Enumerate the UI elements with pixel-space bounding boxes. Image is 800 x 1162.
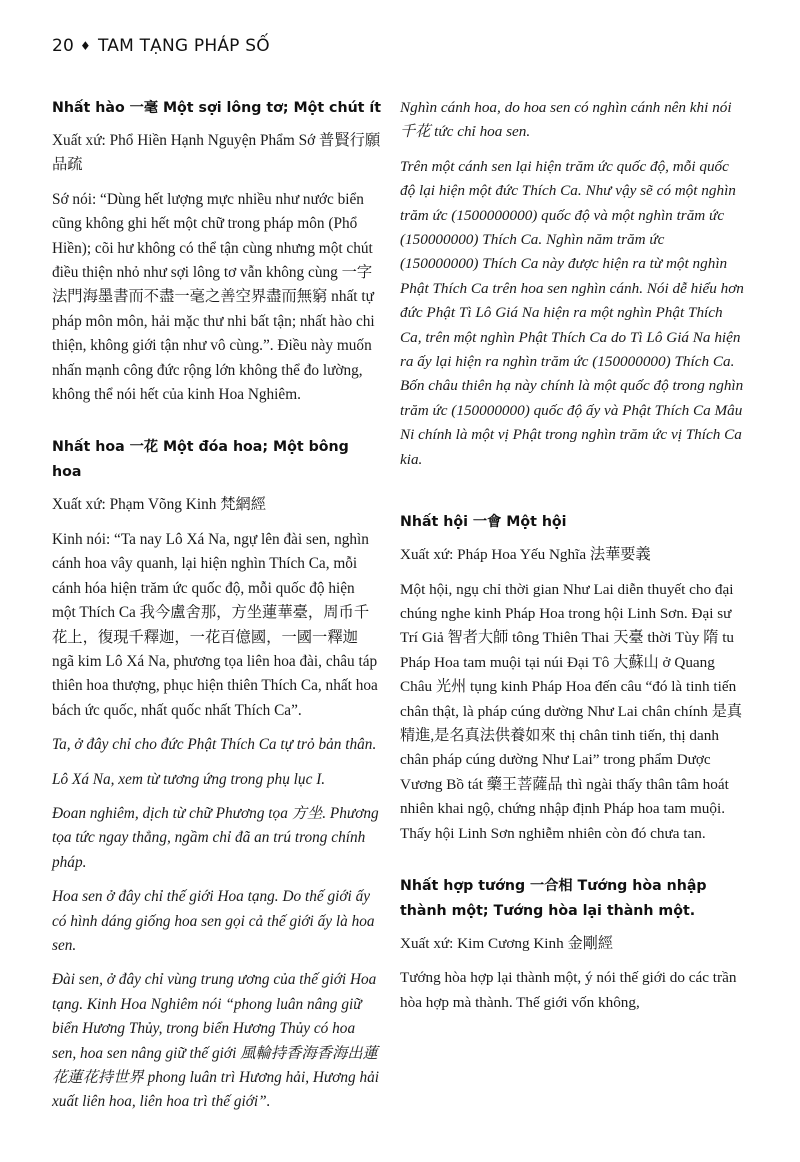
entry-title: Nhất hợp tướng 一合相 Tướng hòa nhập thành một; Tướng hòa lại thành một.: [400, 877, 707, 919]
page-number: 20: [52, 36, 75, 56]
diamond-separator-icon: ♦: [80, 39, 92, 53]
left-column: [52, 96, 382, 1143]
right-column: [400, 96, 745, 1043]
entry-source: Xuất xứ: Phạm Võng Kinh 梵網經: [52, 496, 267, 514]
entry-note: Ta, ở đây chỉ cho đức Phật Thích Ca tự trỏ bản thân.: [52, 736, 377, 754]
book-title: TAM TẠNG PHÁP SỐ: [98, 36, 270, 56]
entry-nhat-hop-tuong: [400, 874, 745, 1015]
entry-title: Nhất hội 一會 Một hội: [400, 514, 567, 531]
entry-note: Hoa sen ở đây chỉ thế giới Hoa tạng. Do thế giới ấy có hình dáng giống hoa sen gọi cả thế giới ấy là hoa sen.: [52, 888, 375, 954]
entry-source: Xuất xứ: Phổ Hiền Hạnh Nguyện Phẩm Sớ 普賢行願品疏: [52, 132, 381, 174]
entry-note: Lô Xá Na, xem từ tương ứng trong phụ lục I.: [52, 770, 326, 788]
entry-title: Nhất hoa 一花 Một đóa hoa; Một bông hoa: [52, 439, 349, 481]
entry-body: Tướng hòa hợp lại thành một, ý nói thế giới do các trần hòa hợp mà thành. Thế giới vốn không,: [400, 969, 737, 1011]
entry-note: Nghìn cánh hoa, do hoa sen có nghìn cánh nên khi nói 千花 tức chỉ hoa sen.: [400, 99, 732, 141]
entry-nhat-hoi: [400, 510, 745, 846]
entry-nhat-hao: [52, 96, 382, 407]
entry-source: Xuất xứ: Kim Cương Kinh 金剛經: [400, 934, 614, 952]
entry-note: Đài sen, ở đây chỉ vùng trung ương của thế giới Hoa tạng. Kinh Hoa Nghiêm nói “phong luân nâng giữ biển Hương Thủy, trong biển Hương Thủy có hoa sen, hoa sen nâng giữ thế giới 風輪持香海香海出蓮花蓮花持世界 phong luân trì Hương hải, Hương hải xuất liên hoa, liên hoa trì thế giới”.: [52, 971, 380, 1111]
entry-body: Sớ nói: “Dùng hết lượng mực nhiều như nước biển cũng không ghi hết một chữ trong pháp môn (Phổ Hiền); cõi hư không có thể tận cùng nhưng một chút điều thiện nhỏ như sợi lông tơ vẫn không cùng 一字法門海墨書而不盡一毫之善空界盡而無窮 nhất tự pháp môn môn, hải mặc thư nhi bất tận; nhất hào chi thiện, không giới tận như vô cùng.”. Điều này muốn nhấn mạnh công đức rộng lớn không thể đo lường, không thể nói hết của kinh Hoa Nghiêm.: [52, 190, 375, 404]
entry-body: Một hội, ngụ chỉ thời gian Như Lai diễn thuyết cho đại chúng nghe kinh Pháp Hoa trong hội Linh Sơn. Đại sư Trí Giả 智者大師 tông Thiên Thai 天臺 thời Tùy 隋 tu Pháp Hoa tam muội tại núi Đại Tô 大蘇山 ở Quang Châu 光州 tụng kinh Pháp Hoa đến câu “đó là tinh tiến chân thật, là pháp cúng dường Như Lai chân chính 是真精進,是名真法供養如來 thị chân tinh tiến, thị danh chân pháp cúng dường Như Lai” trong phẩm Dược Vương Bồ tát 藥王菩薩品 thì ngài thấy thân tâm hoát nhiên khai ngộ, chứng nhập định Pháp hoa tam muội. Thấy hội Linh Sơn nghiễm nhiên còn đó chưa tan.: [400, 580, 743, 842]
running-header: [52, 36, 270, 56]
entry-note: Đoan nghiêm, dịch từ chữ Phương tọa 方坐. Phương tọa tức ngay thẳng, ngầm chỉ đã an trú trong chính pháp.: [52, 804, 379, 871]
entry-body: Kinh nói: “Ta nay Lô Xá Na, ngự lên đài sen, nghìn cánh hoa vây quanh, lại hiện nghìn Thích Ca, mỗi cánh hóa hiện trăm ức quốc độ, mỗi quốc độ hiện một Thích Ca 我今盧舍那，方坐蓮華臺，周币千花上，復現千釋迦，一花百億國，一國一釋迦 ngã kim Lô Xá Na, phương tọa liên hoa đài, châu táp thiên hoa thượng, phục hiện thiên Thích Ca, nhất hoa bách ức quốc, nhất quốc nhất Thích Ca”.: [52, 530, 378, 719]
entry-title: Nhất hào 一毫 Một sợi lông tơ; Một chút ít: [52, 100, 382, 116]
entry-nhat-hoa: [52, 435, 382, 1114]
entry-note: Trên một cánh sen lại hiện trăm ức quốc độ, mỗi quốc độ lại hiện một đức Thích Ca. Như vậy sẽ có một nghìn trăm ức (1500000000) quốc độ và một nghìn trăm ức (150000000) Thích Ca. Nghìn năm trăm ức (150000000) Thích Ca này được hiện ra từ một nghìn Phật Thích Ca trên hoa sen nghìn cánh. Nói dễ hiểu hơn đức Phật Tì Lô Giá Na hiện ra một nghìn Phật Thích Ca, trên một nghìn Phật Thích Ca do Tì Lô Giá Na hiện ra ấy lại hiện ra nghìn trăm ức (150000000) Thích Ca. Bốn châu thiên hạ này chính là một quốc độ trong nghìn trăm ức (150000000) quốc độ ấy và Phật Thích Ca Mâu Ni chính là một vị Phật trong nghìn trăm ức vị Thích Ca kia.: [400, 157, 744, 468]
entry-source: Xuất xứ: Pháp Hoa Yếu Nghĩa 法華要義: [400, 546, 651, 564]
